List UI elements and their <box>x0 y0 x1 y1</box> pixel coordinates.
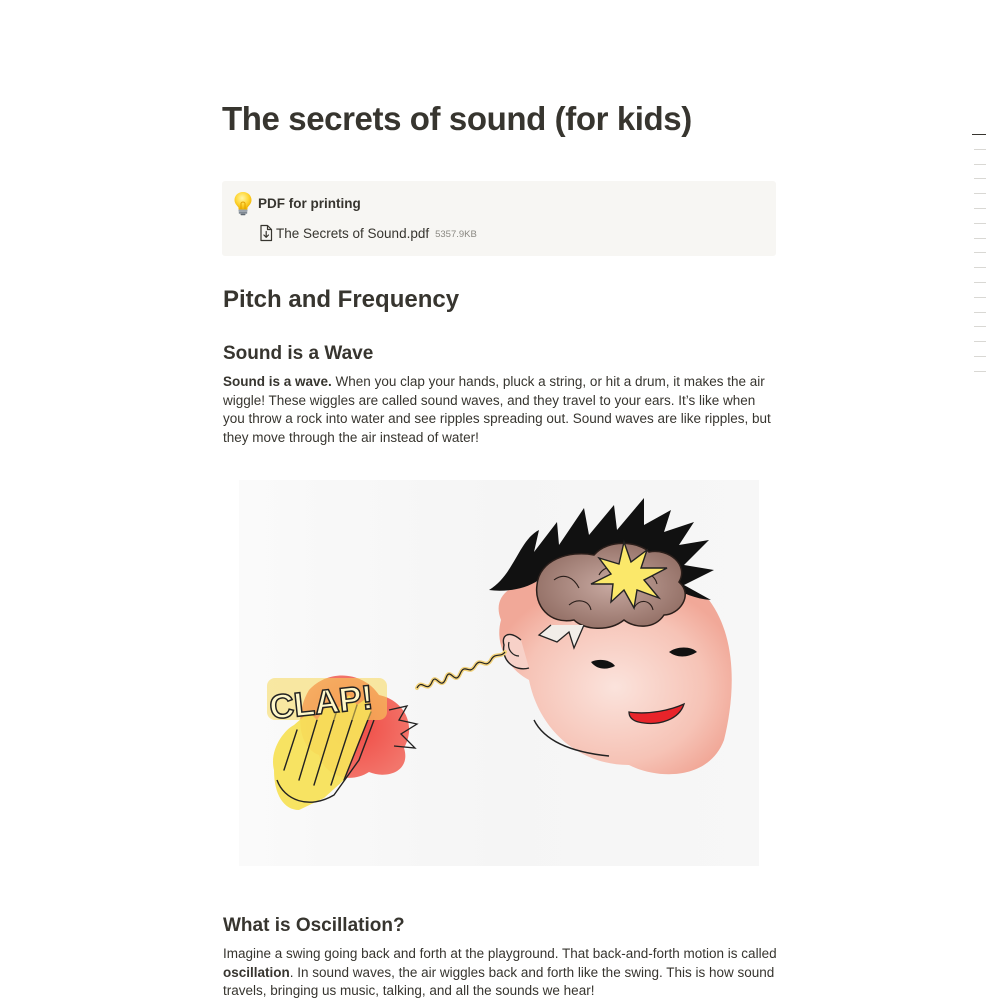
toc-item[interactable] <box>974 282 986 283</box>
toc-item[interactable] <box>972 134 986 135</box>
callout-block <box>222 181 776 256</box>
paragraph-sound-wave <box>223 373 779 448</box>
page-title: The secrets of sound (for kids) <box>222 100 692 137</box>
toc-item[interactable] <box>974 326 986 327</box>
file-download-icon <box>258 224 274 242</box>
toc-item[interactable] <box>974 238 986 239</box>
paragraph-text: When you clap your hands, pluck a string, or hit a drum, it makes the air wiggle! These wiggles are called sound waves, and they travel to your ears. It’s like when you throw a rock into water and see ripples spreading out. Sound waves are like ripples, but they move through the air instead of water! <box>223 374 771 446</box>
toc-item[interactable] <box>974 208 986 209</box>
toc-item[interactable] <box>974 312 986 313</box>
heading-sound-is-a-wave: Sound is a Wave <box>223 343 374 364</box>
paragraph-oscillation <box>223 945 779 1001</box>
clap-label <box>267 678 387 727</box>
paragraph-text-before: Imagine a swing going back and forth at the playground. That back-and-forth motion is called <box>223 946 777 961</box>
heading-what-is-oscillation: What is Oscillation? <box>223 915 405 936</box>
toc-item[interactable] <box>974 178 986 179</box>
heading-pitch-and-frequency: Pitch and Frequency <box>223 286 460 313</box>
toc-item[interactable] <box>974 371 986 372</box>
toc-item[interactable] <box>974 356 986 357</box>
toc-item[interactable] <box>974 164 986 165</box>
toc-item[interactable] <box>974 149 986 150</box>
toc-item[interactable] <box>974 267 986 268</box>
pdf-file-link[interactable] <box>258 223 477 243</box>
table-of-contents-minimap[interactable] <box>972 134 986 386</box>
toc-item[interactable] <box>974 252 986 253</box>
clap-to-brain-illustration <box>239 480 759 866</box>
bold-lead: Sound is a wave. <box>223 374 332 389</box>
toc-item[interactable] <box>974 223 986 224</box>
toc-item[interactable] <box>974 341 986 342</box>
lightbulb-icon <box>232 190 254 216</box>
clap-text: CLAP! <box>267 678 375 728</box>
toc-item[interactable] <box>974 193 986 194</box>
file-size: 5357.9KB <box>435 229 477 240</box>
callout-title: PDF for printing <box>258 196 361 211</box>
bold-word-oscillation: oscillation <box>223 964 290 980</box>
toc-item[interactable] <box>974 297 986 298</box>
paragraph-text-after: . In sound waves, the air wiggles back and forth like the swing. This is how sound travels, bringing us music, talking, and all the sounds we hear! <box>223 964 775 999</box>
file-name[interactable]: The Secrets of Sound.pdf <box>276 225 430 241</box>
